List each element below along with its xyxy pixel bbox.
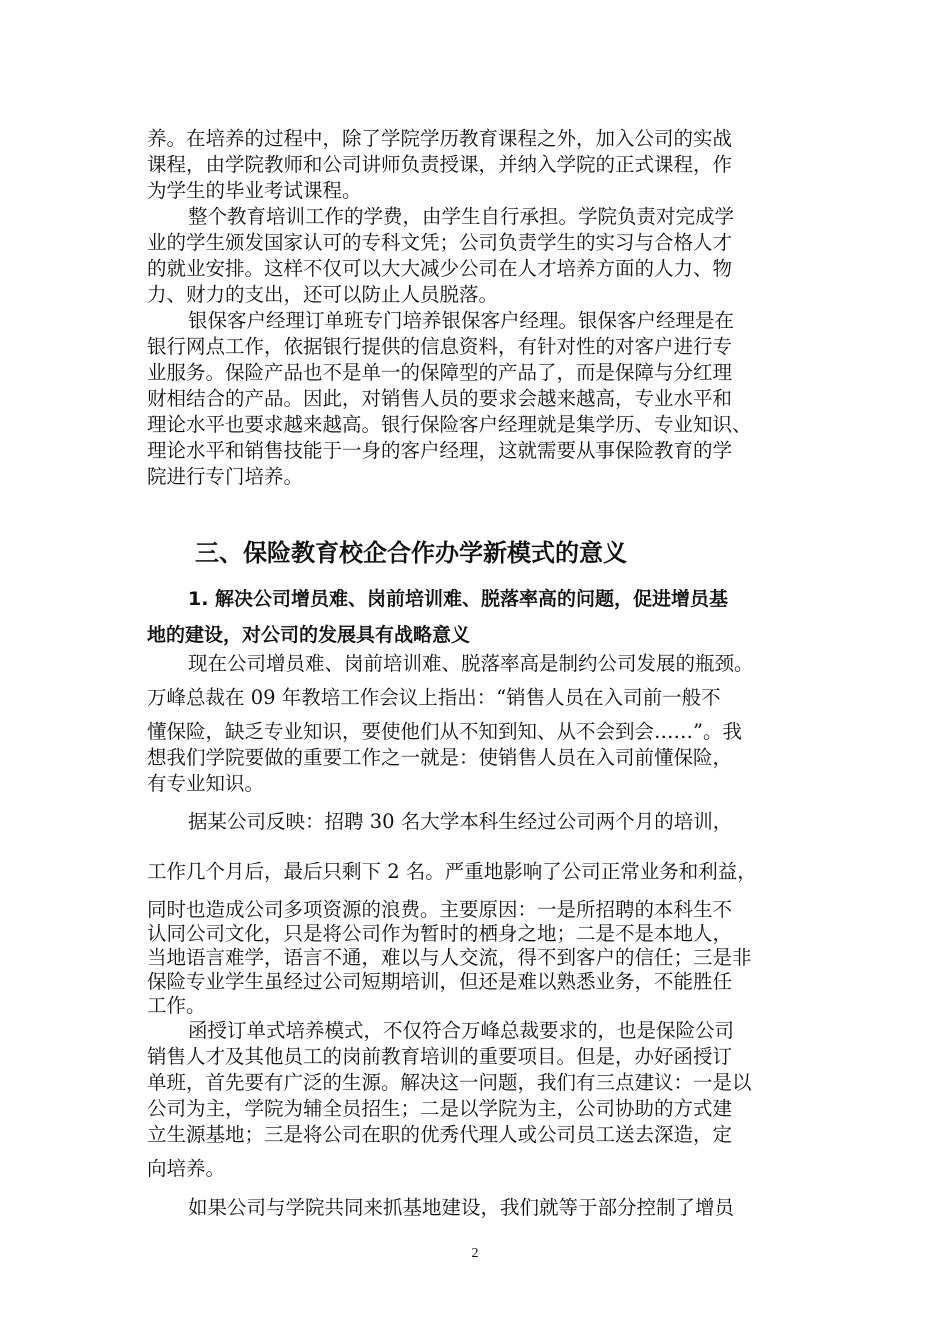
paragraph-line: 银行网点工作，依据银行提供的信息资料，有针对性的对客户进行专 [147,335,733,358]
paragraph-line: 单班，首先要有广泛的生源。解决这一问题，我们有三点建议：一是以 [147,1071,752,1094]
paragraph-line: 银保客户经理订单班专门培养银保客户经理。银保客户经理是在 [188,309,735,332]
paragraph-line: 工作几个月后，最后只剩下 2 名。严重地影响了公司正常业务和利益， [147,860,757,883]
paragraph-line: 据某公司反映：招聘 30 名大学本科生经过公司两个月的培训， [188,810,733,833]
paragraph-line: 万峰总裁在 09 年教培工作会议上指出：“销售人员在入司前一般不 [147,686,721,709]
paragraph-line: 立生源基地；三是将公司在职的优秀代理人或公司员工送去深造，定 [147,1123,733,1146]
paragraph-line: 业的学生颁发国家认可的专科文凭；公司负责学生的实习与合格人才 [147,231,733,254]
paragraph-line: 理论水平也要求越来越高。银行保险客户经理就是集学历、专业知识、 [147,413,752,436]
subheading-continued: 地的建设，对公司的发展具有战略意义 [147,624,471,646]
paragraph-line: 力、财力的支出，还可以防止人员脱落。 [147,283,499,306]
paragraph-line: 如果公司与学院共同来抓基地建设，我们就等于部分控制了增员 [188,1196,735,1219]
paragraph-line: 向培养。 [147,1157,226,1180]
paragraph-line: 现在公司增员难、岗前培训难、脱落率高是制约公司发展的瓶颈。 [188,652,754,675]
section-heading: 三、保险教育校企合作办学新模式的意义 [195,539,627,567]
paragraph-line: 销售人才及其他员工的岗前教育培训的重要项目。但是，办好函授订 [147,1045,733,1068]
paragraph-line: 课程，由学院教师和公司讲师负责授课，并纳入学院的正式课程，作 [147,153,733,176]
paragraph-line: 有专业知识。 [147,772,265,795]
paragraph-line: 养。在培养的过程中，除了学院学历教育课程之外，加入公司的实战 [147,127,733,150]
paragraph-line: 为学生的毕业考试课程。 [147,179,362,202]
paragraph-line: 同时也造成公司多项资源的浪费。主要原因：一是所招聘的本科生不 [147,898,733,921]
paragraph-line: 保险专业学生虽经过公司短期培训，但还是难以熟悉业务，不能胜任 [147,970,733,993]
paragraph-line: 函授订单式培养模式，不仅符合万峰总裁要求的，也是保险公司 [188,1019,735,1042]
paragraph-line: 认同公司文化，只是将公司作为暂时的栖身之地；二是不是本地人， [147,922,733,945]
paragraph-line: 工作。 [147,994,206,1017]
paragraph-line: 公司为主，学院为辅全员招生；二是以学院为主，公司协助的方式建 [147,1097,733,1120]
paragraph-line: 懂保险，缺乏专业知识，要使他们从不知到知、从不会到会……”。我 [147,720,742,743]
paragraph-line: 当地语言难学，语言不通，难以与人交流，得不到客户的信任；三是非 [147,946,752,969]
paragraph-line: 院进行专门培养。 [147,465,304,488]
paragraph-line: 业服务。保险产品也不是单一的保障型的产品了，而是保障与分红理 [147,361,733,384]
paragraph-line: 整个教育培训工作的学费，由学生自行承担。学院负责对完成学 [188,205,735,228]
subheading: 1. 解决公司增员难、岗前培训难、脱落率高的问题，促进增员基 [188,588,729,610]
paragraph-line: 理论水平和销售技能于一身的客户经理，这就需要从事保险教育的学 [147,439,733,462]
page-number: 2 [471,1246,479,1261]
paragraph-line: 的就业安排。这样不仅可以大大减少公司在人才培养方面的人力、物 [147,257,733,280]
paragraph-line: 财相结合的产品。因此，对销售人员的要求会越来越高，专业水平和 [147,387,733,410]
paragraph-line: 想我们学院要做的重要工作之一就是：使销售人员在入司前懂保险， [147,746,733,769]
